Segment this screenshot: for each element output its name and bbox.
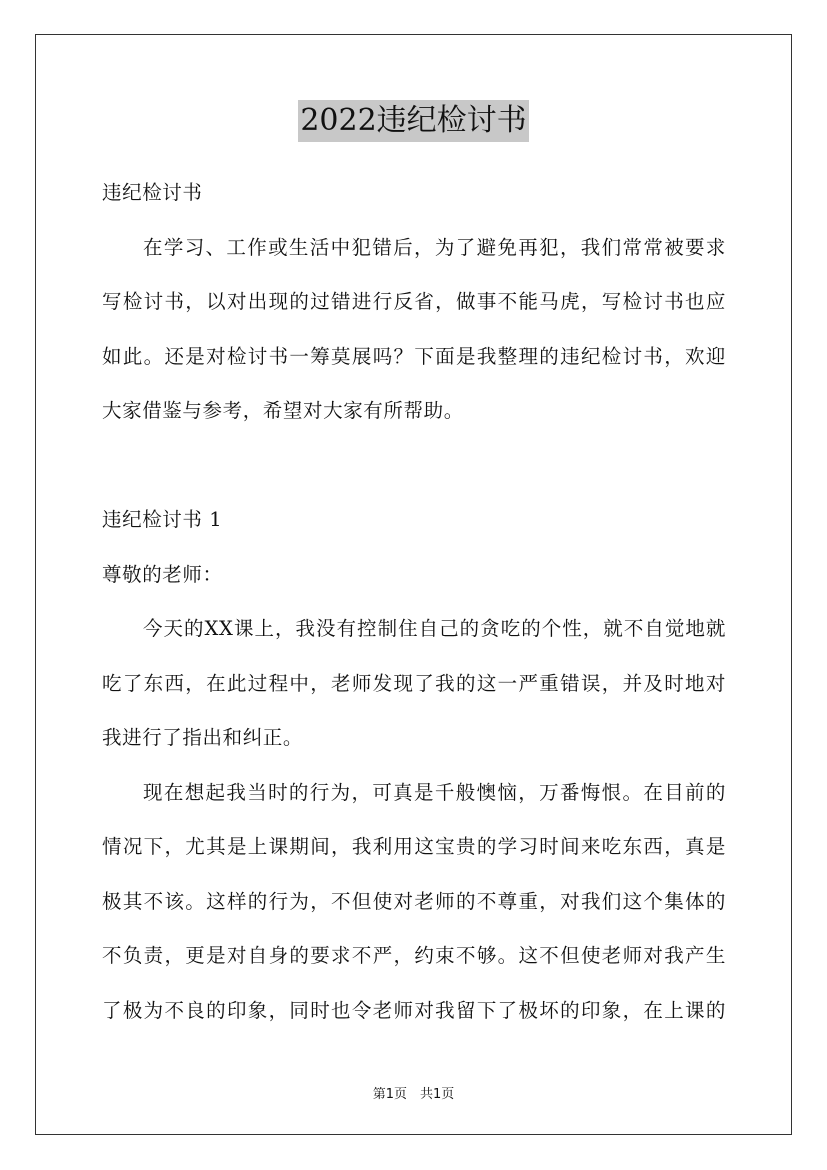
paragraph-line: 极其不该。这样的行为，不但使对老师的不尊重，对我们这个集体的	[102, 889, 726, 913]
paragraph-line: 现在想起我当时的行为，可真是千般懊恼，万番悔恨。在目前的	[143, 780, 726, 804]
document-body	[102, 166, 726, 1038]
paragraph-line: 情况下，尤其是上课期间，我利用这宝贵的学习时间来吃东西，真是	[102, 835, 726, 858]
paragraph-line: 我进行了指出和纠正。	[102, 726, 304, 749]
document-title: 2022违纪检讨书	[298, 100, 528, 142]
paragraph-line: 吃了东西，在此过程中，老师发现了我的这一严重错误，并及时地对	[102, 671, 726, 695]
paragraph-line: 写检讨书，以对出现的过错进行反省，做事不能马虎，写检讨书也应	[102, 290, 726, 313]
paragraph-line: 不负责，更是对自身的要求不严，约束不够。这不但使老师对我产生	[102, 944, 726, 967]
paragraph-line: 大家借鉴与参考，希望对大家有所帮助。	[102, 399, 464, 422]
paragraph-line: 了极为不良的印象，同时也令老师对我留下了极坏的印象，在上课的	[102, 998, 726, 1022]
section-heading: 违纪检讨书	[102, 181, 203, 204]
paragraph-line: 在学习、工作或生活中犯错后，为了避免再犯，我们常常被要求	[143, 235, 726, 259]
blank-line	[102, 439, 726, 494]
section-heading: 违纪检讨书 1	[102, 508, 223, 531]
paragraph-line: 如此。还是对检讨书一筹莫展吗？下面是我整理的违纪检讨书，欢迎	[102, 344, 726, 368]
title-container	[0, 100, 827, 142]
page-number-footer: 第1页 共1页	[372, 1087, 455, 1102]
paragraph-line: 今天的XX课上，我没有控制住自己的贪吃的个性，就不自觉地就	[143, 617, 726, 640]
salutation: 尊敬的老师：	[102, 562, 223, 586]
